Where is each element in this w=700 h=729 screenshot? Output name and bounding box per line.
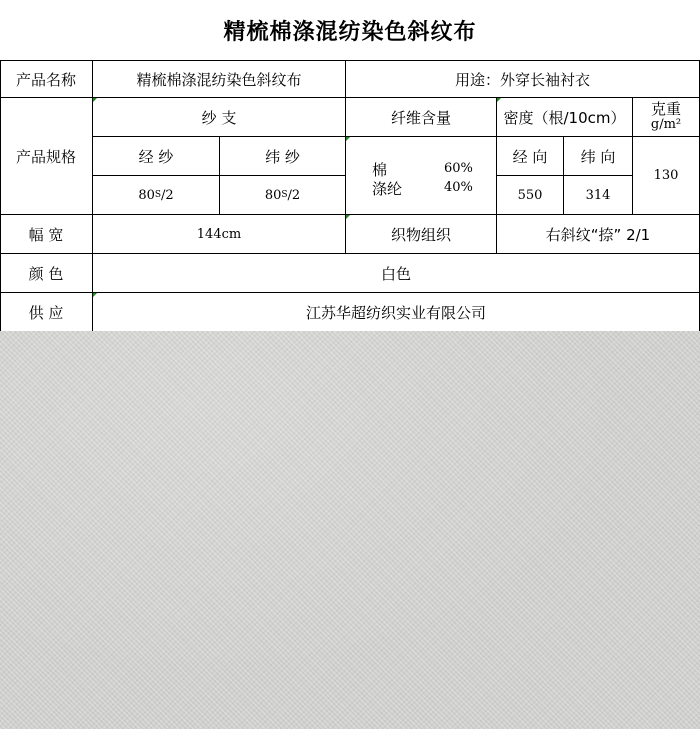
label-warp-direction: 经 向 — [512, 147, 548, 166]
label-weight — [633, 98, 699, 136]
value-weft-yarn-count: 80 S /2 — [264, 187, 301, 203]
label-weave: 织物组织 — [390, 225, 451, 244]
fabric-swatch-image — [0, 331, 700, 729]
value-supplier: 江苏华超纺织实业有限公司 — [305, 303, 486, 322]
fiber-1-name: 棉 — [372, 161, 388, 179]
label-product-name: 产品名称 — [15, 70, 76, 89]
fiber-2-name: 涤纶 — [372, 180, 403, 198]
fiber-2-pct: 40% — [444, 180, 473, 195]
weight-unit: g/m² — [650, 117, 682, 133]
label-yarn-count: 纱 支 — [201, 108, 237, 127]
label-weft-yarn: 纬 纱 — [265, 147, 300, 166]
value-weave: 右斜纹“捺” 2/1 — [545, 225, 651, 244]
value-usage: 用途：外穿长袖衬衣 — [454, 70, 590, 89]
value-warp-density: 550 — [517, 187, 543, 203]
value-product-name: 精梳棉涤混纺染色斜纹布 — [136, 70, 302, 89]
label-weft-direction: 纬 向 — [580, 147, 616, 166]
value-width: 144cm — [196, 226, 242, 242]
label-color: 颜 色 — [28, 264, 64, 283]
value-weft-density: 314 — [585, 187, 611, 203]
label-fiber-content: 纤维含量 — [390, 108, 451, 127]
label-density: 密度（根/10cm） — [503, 108, 626, 127]
label-warp-yarn: 经 纱 — [138, 147, 174, 166]
fiber-1-pct: 60% — [444, 161, 473, 176]
label-product-spec: 产品规格 — [15, 147, 76, 166]
label-supplier: 供 应 — [28, 303, 64, 322]
value-weight: 130 — [653, 168, 679, 183]
value-color: 白色 — [380, 264, 411, 283]
value-warp-yarn-count: 80 S /2 — [138, 187, 174, 203]
weight-label-text: 克重 — [650, 99, 681, 118]
page-title: 精梳棉涤混纺染色斜纹布 — [223, 19, 477, 45]
label-width: 幅 宽 — [28, 225, 64, 244]
fiber-content-values — [346, 137, 496, 214]
